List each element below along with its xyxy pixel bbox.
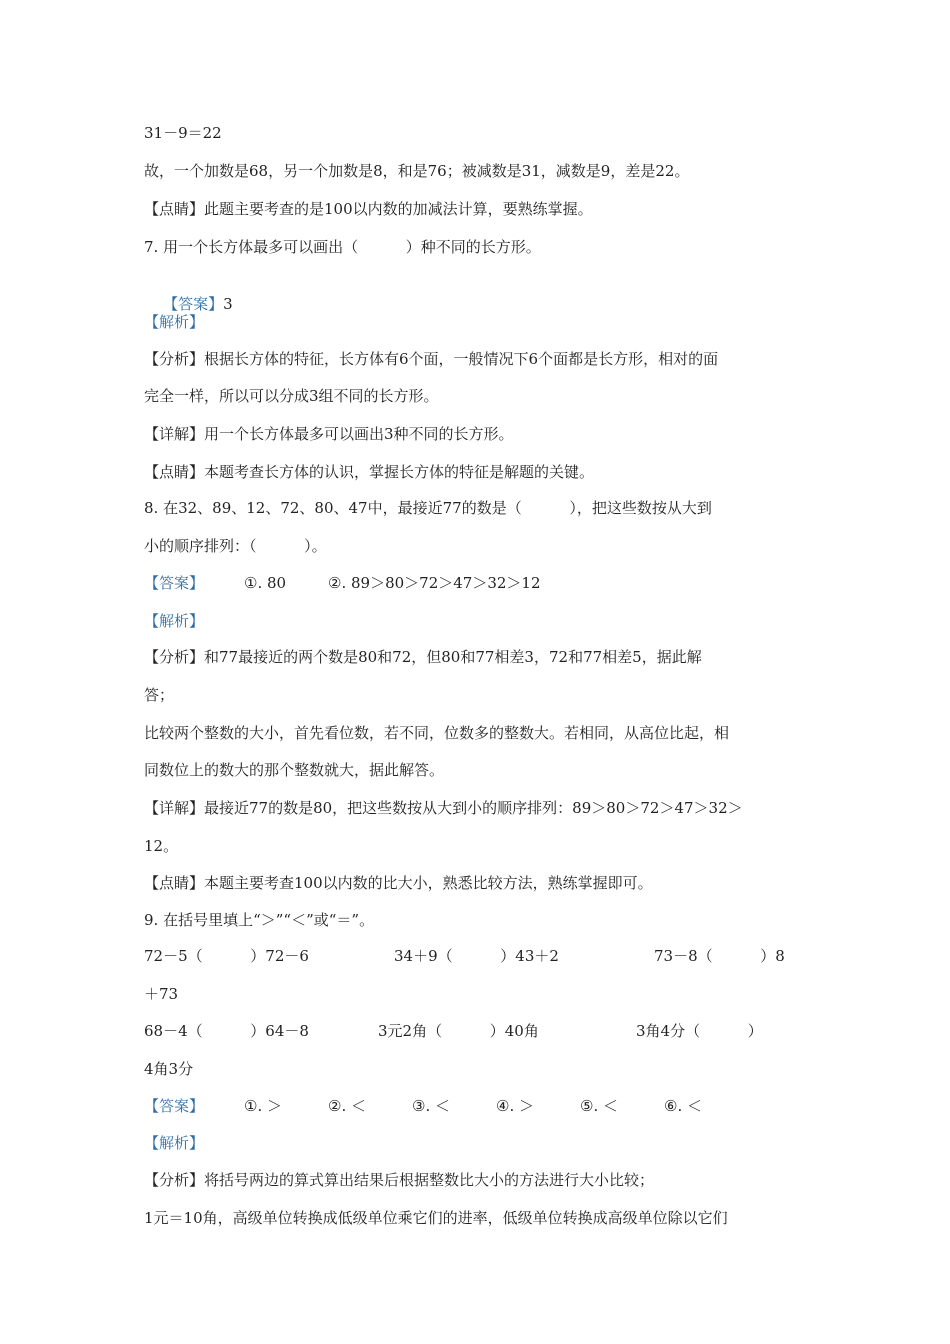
answer-item: ③. ＜ bbox=[412, 1097, 450, 1115]
analysis-line: 同数位上的数大的那个整数就大，据此解答。 bbox=[144, 761, 445, 779]
question-9: 9. 在括号里填上“＞”“＜”或“＝”。 bbox=[144, 911, 375, 929]
question-9-row-cont: 4角3分 bbox=[144, 1060, 194, 1078]
answer-item: ⑥. ＜ bbox=[664, 1097, 702, 1115]
detail-line: 【详解】最接近77的数是80，把这些数按从大到小的顺序排列：89＞80＞72＞47＞32＞ bbox=[144, 799, 743, 817]
detail-line: 12。 bbox=[144, 837, 179, 855]
analysis-line: 【分析】根据长方体的特征，长方体有6个面，一般情况下6个面都是长方形，相对的面 bbox=[144, 350, 719, 368]
analysis-line: 1元＝10角，高级单位转换成低级单位乘它们的进率，低级单位转换成高级单位除以它们 bbox=[144, 1209, 728, 1227]
answer-label: 【答案】 bbox=[163, 295, 224, 313]
answer-item: ①. 80 bbox=[244, 574, 287, 592]
answer-label: 【答案】 bbox=[144, 574, 205, 592]
comment-line: 【点睛】本题考查长方体的认识，掌握长方体的特征是解题的关键。 bbox=[144, 463, 595, 481]
comment-line: 【点睛】本题主要考查100以内数的比大小，熟悉比较方法，熟练掌握即可。 bbox=[144, 874, 653, 892]
analysis-line: 【分析】和77最接近的两个数是80和72，但80和77相差3，72和77相差5，据此解 bbox=[144, 648, 702, 666]
analysis-label: 【解析】 bbox=[144, 1134, 205, 1152]
question-8-cont: 小的顺序排列：（ ）。 bbox=[144, 537, 327, 555]
question-7: 7. 用一个长方体最多可以画出（ ）种不同的长方形。 bbox=[144, 238, 541, 256]
calc-line: 31－9＝22 bbox=[144, 124, 222, 142]
comparison-item: 73－8（ ）8 bbox=[654, 947, 785, 965]
answer-item: ②. ＜ bbox=[328, 1097, 366, 1115]
answer-item: ②. 89＞80＞72＞47＞32＞12 bbox=[328, 574, 541, 592]
comparison-item: 34＋9（ ）43＋2 bbox=[394, 947, 559, 965]
question-8: 8. 在32、89、12、72、80、47中，最接近77的数是（ ），把这些数按从大到 bbox=[144, 499, 712, 517]
analysis-line: 完全一样，所以可以分成3组不同的长方形。 bbox=[144, 387, 439, 405]
conclusion-line: 故，一个加数是68，另一个加数是8，和是76；被减数是31，减数是9，差是22。 bbox=[144, 162, 690, 180]
detail-line: 【详解】用一个长方体最多可以画出3种不同的长方形。 bbox=[144, 425, 514, 443]
answer-label: 【答案】 bbox=[144, 1097, 205, 1115]
comparison-item: 72－5（ ）72－6 bbox=[144, 947, 309, 965]
analysis-line: 【分析】将括号两边的算式算出结果后根据整数比大小的方法进行大小比较； bbox=[144, 1171, 655, 1189]
answer-item: ④. ＞ bbox=[496, 1097, 534, 1115]
answer-value: 3 bbox=[223, 295, 233, 313]
analysis-label: 【解析】 bbox=[144, 612, 205, 630]
answer-item: ①. ＞ bbox=[244, 1097, 282, 1115]
question-9-row-cont: ＋73 bbox=[144, 985, 179, 1003]
answer-item: ⑤. ＜ bbox=[580, 1097, 618, 1115]
comparison-item: 3元2角（ ）40角 bbox=[378, 1022, 539, 1040]
analysis-line: 答； bbox=[144, 686, 175, 704]
analysis-line: 比较两个整数的大小，首先看位数，若不同，位数多的整数大。若相同，从高位比起，相 bbox=[144, 724, 730, 742]
comparison-item: 68－4（ ）64－8 bbox=[144, 1022, 309, 1040]
analysis-label: 【解析】 bbox=[144, 313, 205, 331]
comment-line: 【点睛】此题主要考查的是100以内数的加减法计算，要熟练掌握。 bbox=[144, 200, 593, 218]
comparison-item: 3角4分（ ） bbox=[636, 1022, 763, 1040]
